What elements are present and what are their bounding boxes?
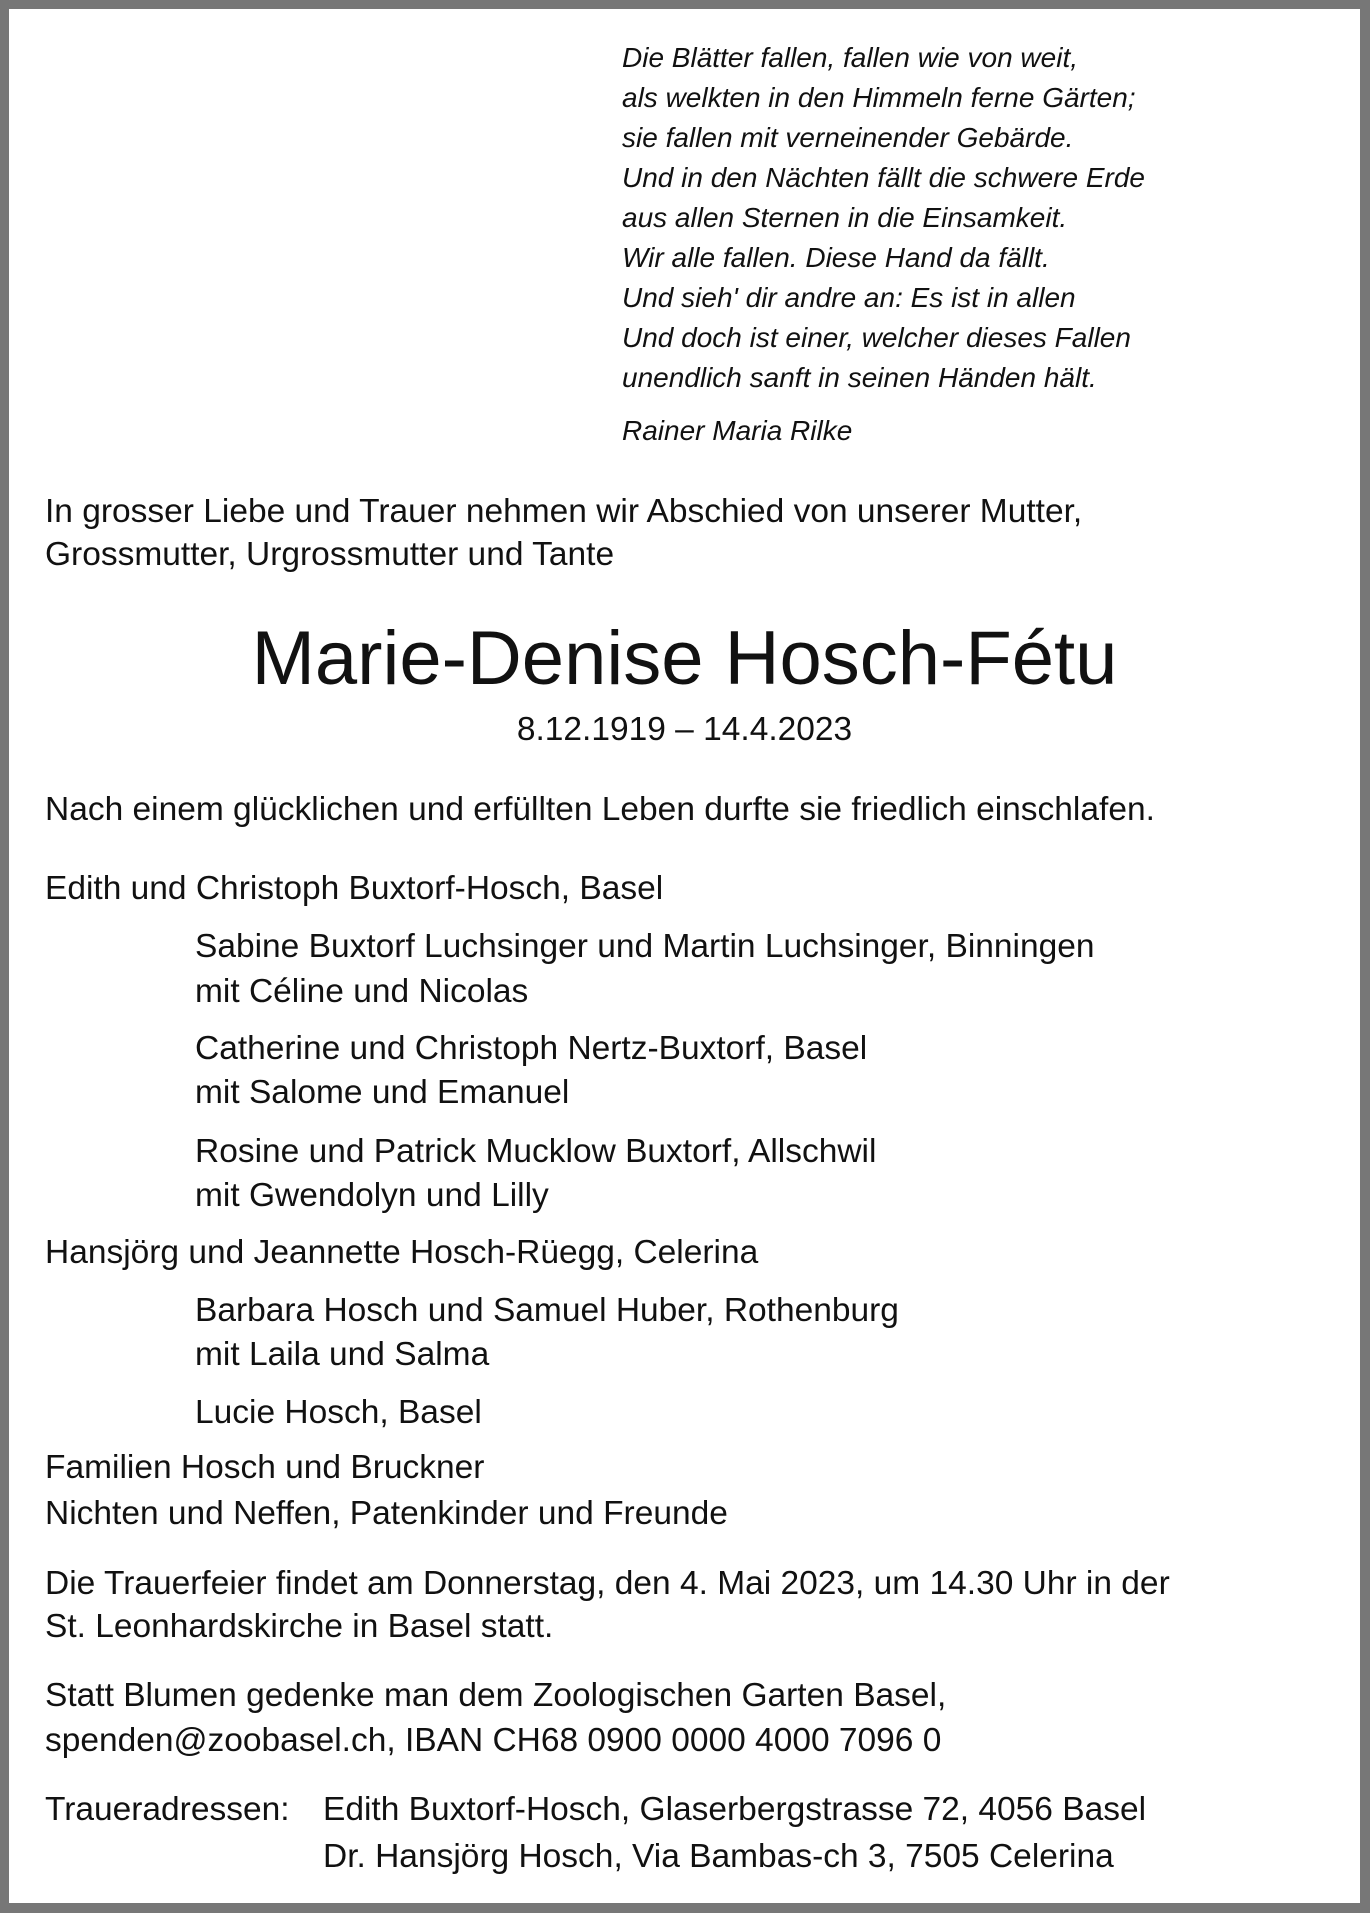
mourner: mit Laila und Salma	[195, 1336, 490, 1373]
mourner: Lucie Hosch, Basel	[195, 1394, 482, 1431]
mourner: mit Gwendolyn und Lilly	[195, 1177, 549, 1214]
mourner: mit Céline und Nicolas	[195, 973, 529, 1010]
poem-line: Und doch ist einer, welcher dieses Fallen	[622, 322, 1131, 353]
poem-line: aus allen Sternen in die Einsamkeit.	[622, 202, 1068, 233]
service-info: Die Trauerfeier findet am Donnerstag, den 4. Mai 2023, um 14.30 Uhr in der	[45, 1565, 1170, 1602]
mourner: Barbara Hosch und Samuel Huber, Rothenburg	[195, 1292, 899, 1329]
mourner: Catherine und Christoph Nertz-Buxtorf, Basel	[195, 1030, 868, 1067]
intro-line: Grossmutter, Urgrossmutter und Tante	[45, 536, 615, 573]
intro-line: In grosser Liebe und Trauer nehmen wir Abschied von unserer Mutter,	[45, 493, 1083, 530]
address-line: Edith Buxtorf-Hosch, Glaserbergstrasse 72, 4056 Basel	[323, 1791, 1147, 1828]
mourner: Rosine und Patrick Mucklow Buxtorf, Allschwil	[195, 1133, 877, 1170]
statement: Nach einem glücklichen und erfüllten Leben durfte sie friedlich einschlafen.	[45, 791, 1155, 828]
address-line: Dr. Hansjörg Hosch, Via Bambas-ch 3, 7505 Celerina	[323, 1838, 1114, 1875]
poem-line: als welkten in den Himmeln ferne Gärten;	[622, 82, 1136, 113]
poem-line: Und in den Nächten fällt die schwere Erde	[622, 162, 1145, 193]
obituary-notice	[9, 9, 1360, 1903]
donation-info: spenden@zoobasel.ch, IBAN CH68 0900 0000 4000 7096 0	[45, 1722, 942, 1759]
mourner: Edith und Christoph Buxtorf-Hosch, Basel	[45, 870, 664, 907]
mourner: mit Salome und Emanuel	[195, 1074, 570, 1111]
mourner: Familien Hosch und Bruckner	[45, 1449, 485, 1486]
poem-line: unendlich sanft in seinen Händen hält.	[622, 362, 1097, 393]
deceased-name: Marie-Denise Hosch-Fétu	[251, 616, 1118, 701]
addresses-label: Traueradressen:	[45, 1791, 290, 1828]
life-dates: 8.12.1919 – 14.4.2023	[516, 711, 853, 748]
poem-line: Wir alle fallen. Diese Hand da fällt.	[622, 242, 1050, 273]
poem-line: sie fallen mit verneinender Gebärde.	[622, 122, 1074, 153]
poem-line: Die Blätter fallen, fallen wie von weit,	[622, 42, 1078, 73]
donation-info: Statt Blumen gedenke man dem Zoologischen Garten Basel,	[45, 1677, 947, 1714]
mourner: Nichten und Neffen, Patenkinder und Freunde	[45, 1495, 728, 1532]
mourner: Sabine Buxtorf Luchsinger und Martin Luchsinger, Binningen	[195, 928, 1095, 965]
poem-author: Rainer Maria Rilke	[622, 415, 853, 446]
mourner: Hansjörg und Jeannette Hosch-Rüegg, Celerina	[45, 1234, 759, 1271]
poem-line: Und sieh' dir andre an: Es ist in allen	[622, 282, 1076, 313]
service-info: St. Leonhardskirche in Basel statt.	[45, 1608, 554, 1645]
